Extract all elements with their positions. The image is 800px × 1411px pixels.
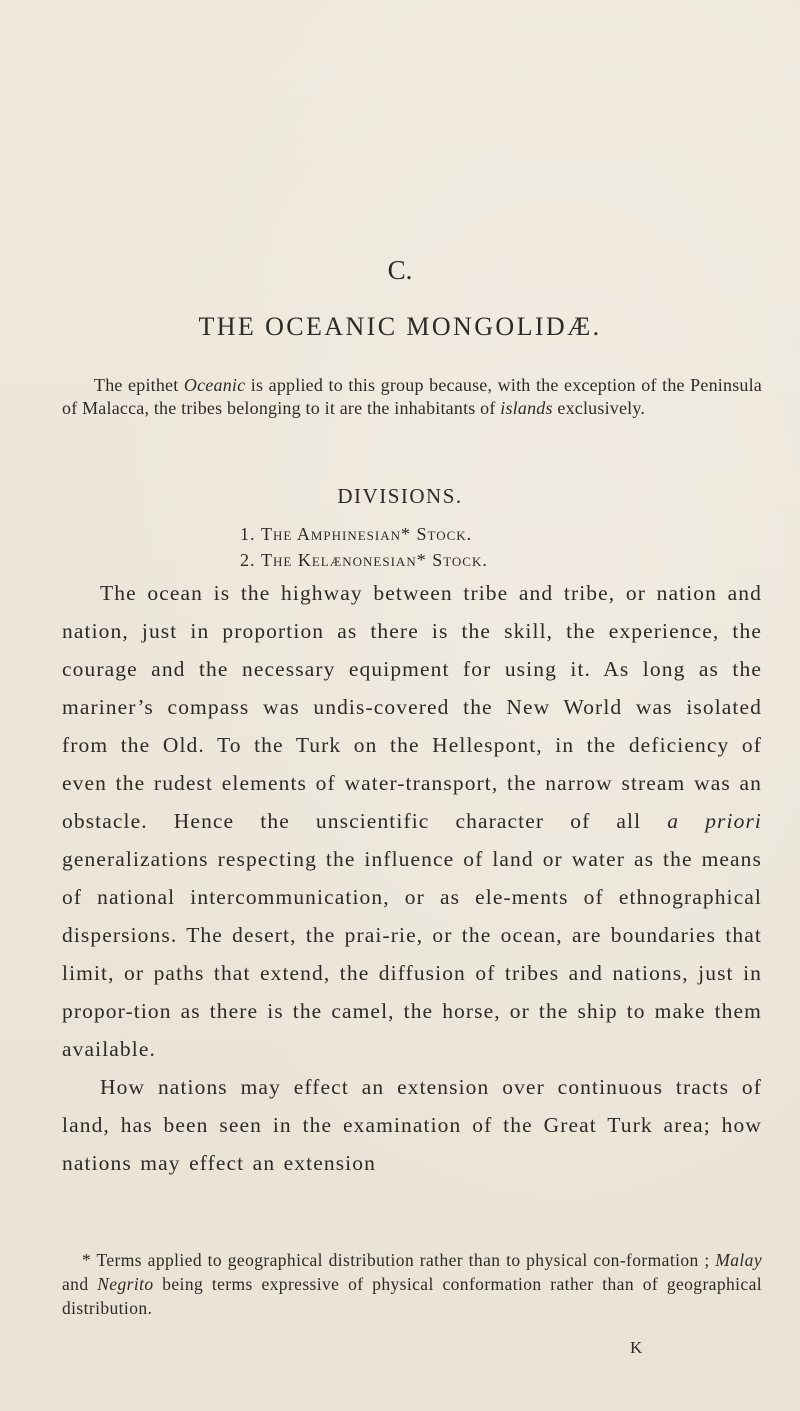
divisions-heading: DIVISIONS. — [337, 484, 463, 508]
signature-mark: K — [630, 1338, 643, 1357]
division-number: 1. — [240, 524, 261, 544]
footnote — [62, 1248, 762, 1320]
body-p1-italic-a-priori: a priori — [667, 809, 762, 833]
division-name: The Kelænonesian* Stock. — [261, 550, 488, 570]
footnote-text-2: and — [62, 1274, 98, 1294]
body-paragraph-2: How nations may effect an extension over continuous tracts of land, has been seen in the examination of the Great Turk area; how nations may effect an extension — [62, 1075, 762, 1175]
division-number: 2. — [240, 550, 261, 570]
footnote-text-3: being terms expressive of physical conformation rather than of geographical distribution. — [62, 1274, 762, 1318]
division-name: The Amphinesian* Stock. — [261, 524, 473, 544]
footnote-text-1: * Terms applied to geographical distribution rather than to physical con-formation ; — [82, 1250, 716, 1270]
divisions-list — [240, 521, 488, 573]
body-text — [62, 574, 762, 1182]
body-p1-text-b: generalizations respecting the influence of land or water as the means of national intercommunication, or as ele-ments of ethnographical dispersions. The desert, the prai-rie, or the ocean, are boundaries that limit, or paths that extend, the diffusion of tribes and nations, just in propor-tion as there is the camel, the horse, or the ship to make them available. — [62, 847, 762, 1061]
intro-paragraph — [62, 374, 762, 420]
intro-text-1: The epithet — [94, 375, 184, 395]
division-item — [240, 521, 488, 547]
intro-italic-oceanic: Oceanic — [183, 375, 246, 395]
section-letter: C. — [387, 255, 413, 285]
page-title: THE OCEANIC MONGOLIDÆ. — [198, 312, 602, 341]
body-paragraph-1 — [62, 574, 762, 1068]
intro-text-2: is applied to this group because, with the exception of the Peninsula of Malacca, the tribes belonging to it are the inhabitants of — [62, 375, 762, 418]
intro-text-3: exclusively. — [552, 398, 646, 418]
footnote-italic-negrito: Negrito — [97, 1274, 154, 1294]
intro-italic-islands: islands — [500, 398, 553, 418]
footnote-italic-malay: Malay — [715, 1250, 762, 1270]
division-item — [240, 547, 488, 573]
body-p1-text-a: The ocean is the highway between tribe and tribe, or nation and nation, just in proportion as there is the skill, the experience, the courage and the necessary equipment for using it. As long as the mariner’s compass was undis-covered the New World was isolated from the Old. To the Turk on the Hellespont, in the deficiency of even the rudest elements of water-transport, the narrow stream was an obstacle. Hence the unscientific character of all — [62, 581, 762, 833]
